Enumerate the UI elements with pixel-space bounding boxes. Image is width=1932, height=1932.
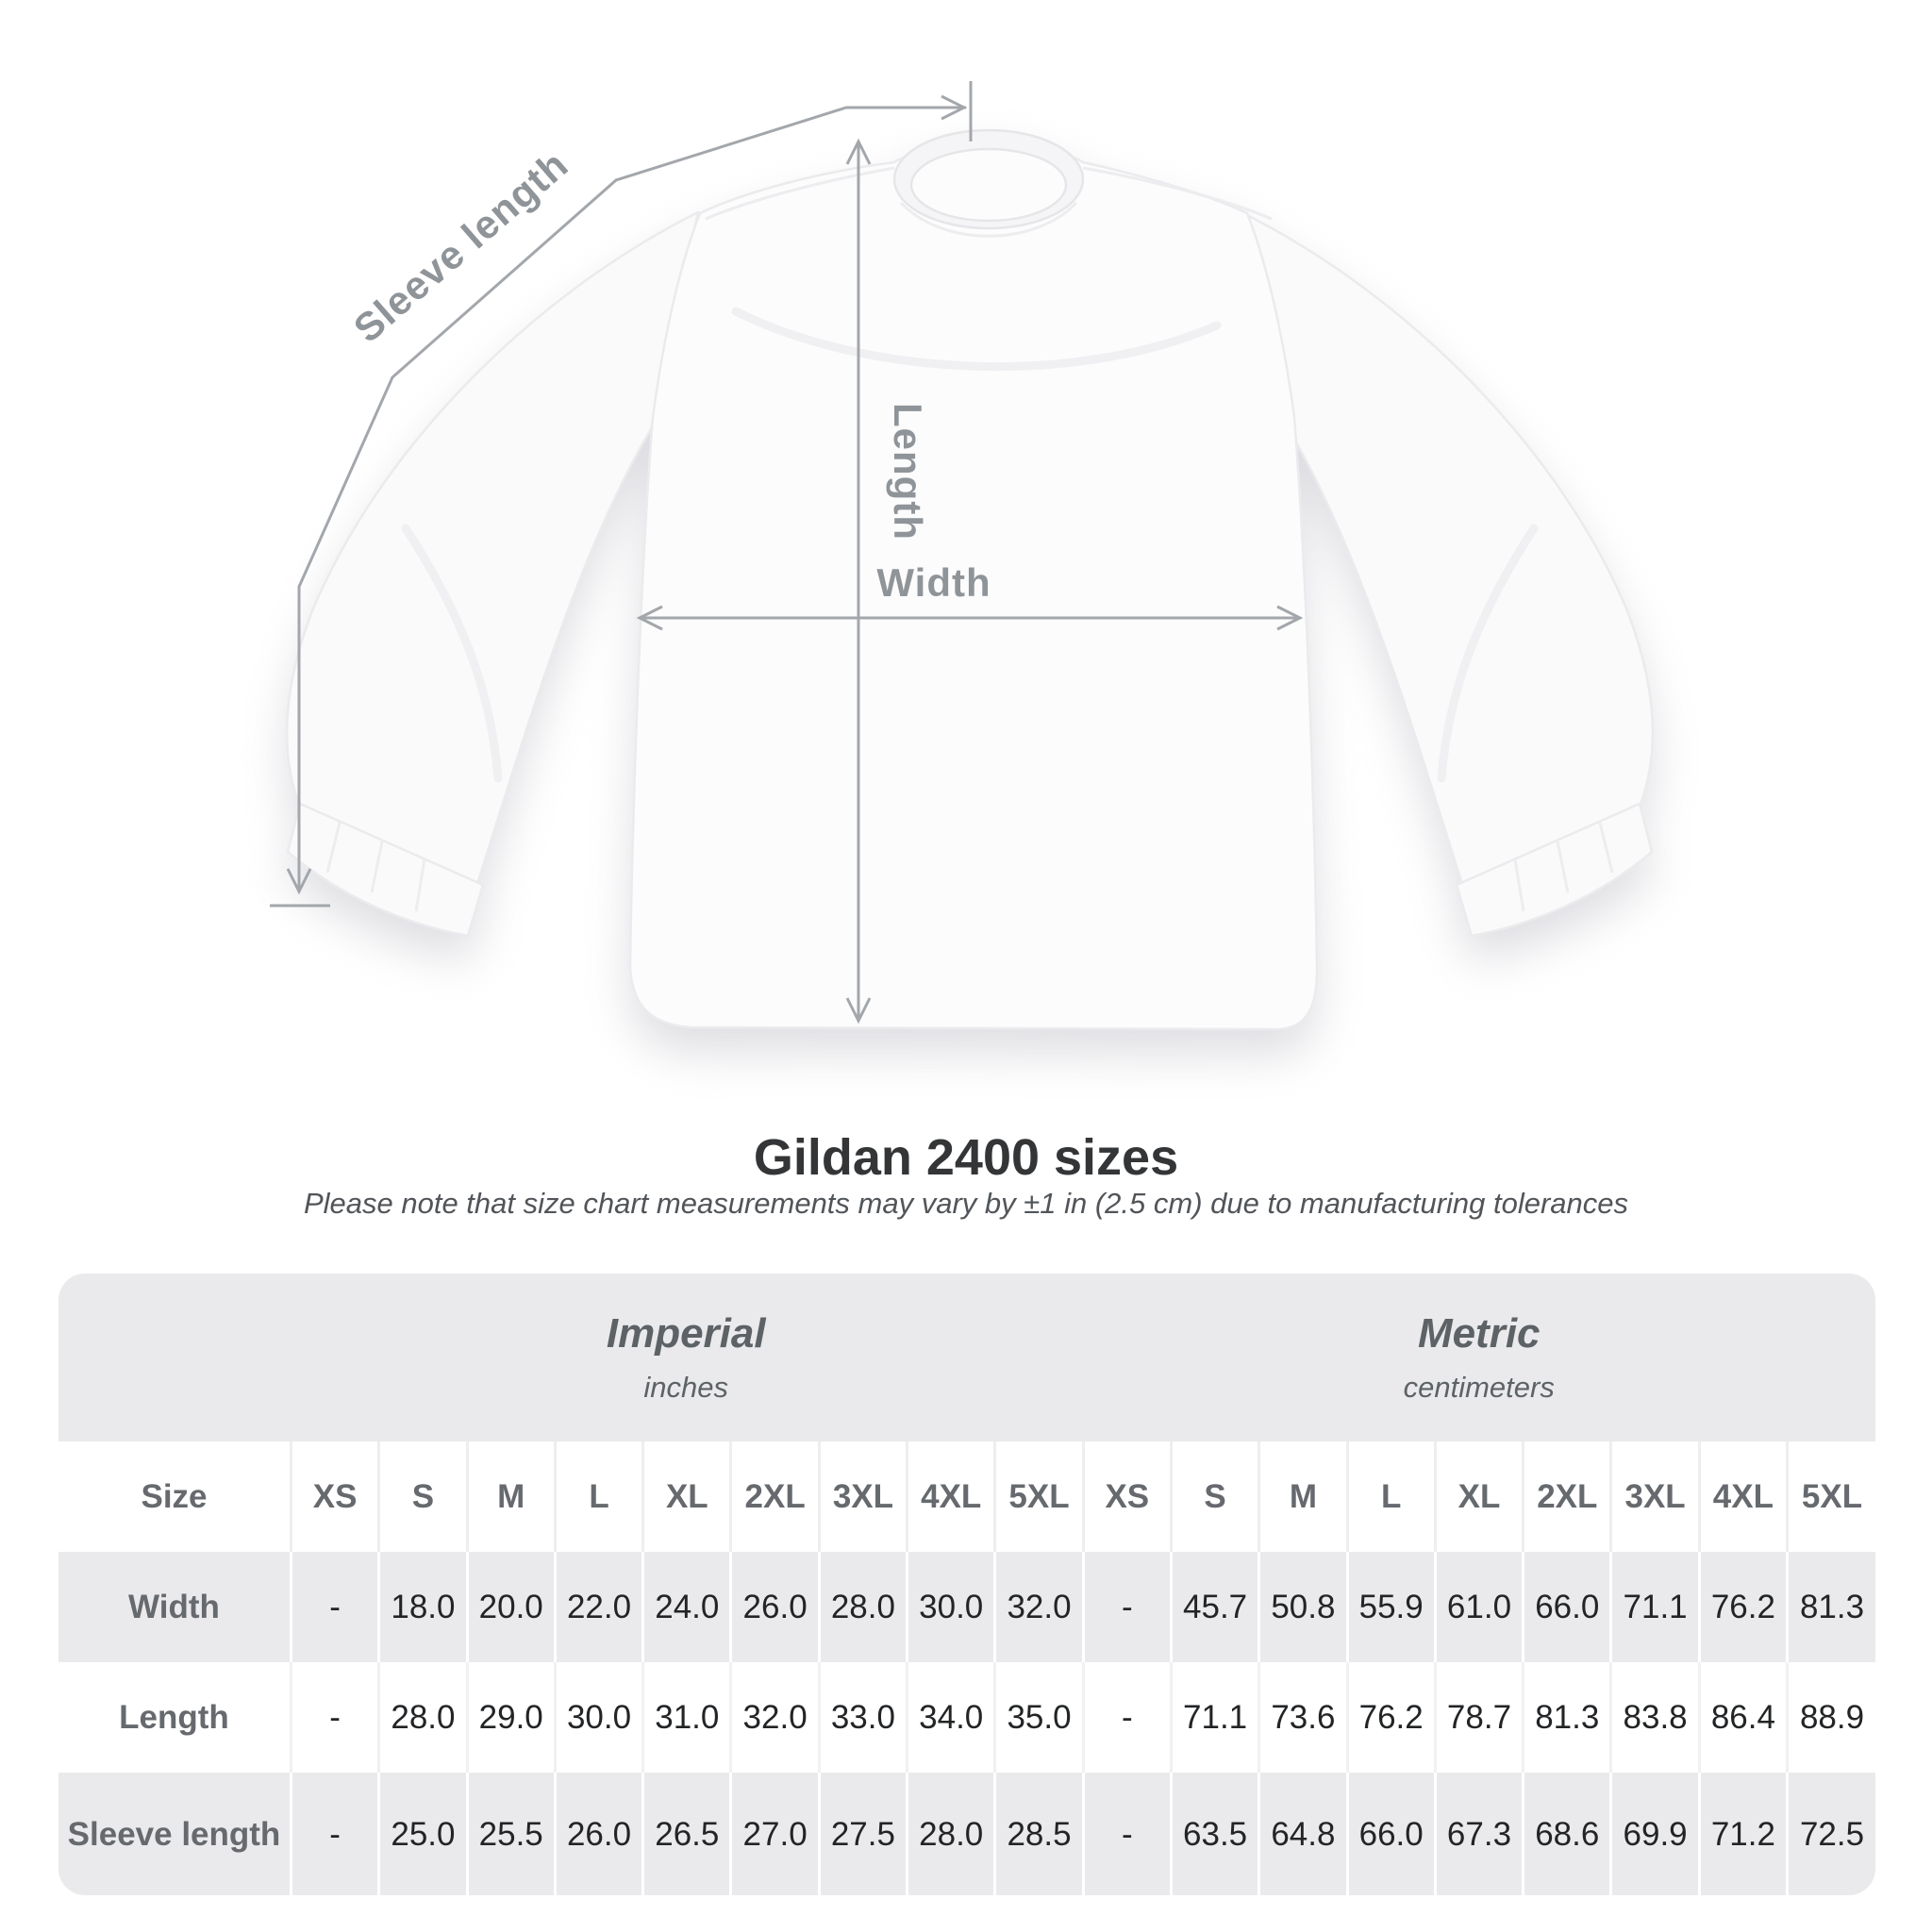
measurement-cell: 88.9: [1788, 1662, 1875, 1773]
size-col-header-imperial: 5XL: [995, 1441, 1083, 1552]
page-subtitle: Please note that size chart measurements may vary by ±1 in (2.5 cm) due to manufacturing tolerances: [303, 1187, 1629, 1220]
measurement-cell: 67.3: [1435, 1773, 1523, 1895]
measurement-cell: 28.0: [908, 1773, 995, 1895]
measurement-cell: 31.0: [643, 1662, 731, 1773]
size-col-header-metric: XS: [1083, 1441, 1171, 1552]
measurement-cell: 30.0: [555, 1662, 642, 1773]
metric-label: Metric: [1417, 1310, 1541, 1357]
measurement-cell: 26.5: [643, 1773, 731, 1895]
units-band: [58, 1274, 1875, 1441]
measurement-cell: 27.0: [731, 1773, 819, 1895]
measurement-cell: -: [1083, 1662, 1171, 1773]
measurement-cell: 34.0: [908, 1662, 995, 1773]
page-title: Gildan 2400 sizes: [753, 1129, 1179, 1186]
measurement-cell: 28.5: [995, 1773, 1083, 1895]
measurement-cell: 76.2: [1699, 1552, 1787, 1662]
measurement-cell: 35.0: [995, 1662, 1083, 1773]
row-label: Length: [119, 1698, 229, 1736]
size-col-header-imperial: XL: [643, 1441, 731, 1552]
size-col-header-metric: 2XL: [1524, 1441, 1611, 1552]
size-col-header-imperial: XS: [291, 1441, 378, 1552]
measurement-cell: 28.0: [819, 1552, 907, 1662]
measurement-cell: 86.4: [1699, 1662, 1787, 1773]
measurement-cell: 64.8: [1259, 1773, 1347, 1895]
size-table-card: [58, 1274, 1875, 1895]
row-label: Width: [128, 1588, 220, 1625]
measurement-cell: 83.8: [1611, 1662, 1699, 1773]
size-col-header-imperial: 2XL: [731, 1441, 819, 1552]
size-col-header-imperial: M: [467, 1441, 555, 1552]
measurement-cell: 32.0: [731, 1662, 819, 1773]
width-label: Width: [876, 560, 991, 605]
sleeve-length-label: Sleeve length: [344, 142, 576, 351]
table-row: [58, 1552, 1875, 1662]
measurement-cell: 50.8: [1259, 1552, 1347, 1662]
size-col-header-metric: 5XL: [1788, 1441, 1875, 1552]
metric-units-header: [1082, 1310, 1875, 1405]
measurement-cell: 30.0: [908, 1552, 995, 1662]
measurement-cell: 22.0: [555, 1552, 642, 1662]
measurement-cell: 63.5: [1171, 1773, 1258, 1895]
measurement-cell: 69.9: [1611, 1773, 1699, 1895]
measurement-cell: 71.2: [1699, 1773, 1787, 1895]
measurement-cell: 27.5: [819, 1773, 907, 1895]
measurement-cell: 68.6: [1524, 1773, 1611, 1895]
measurement-cell: 26.0: [731, 1552, 819, 1662]
measurement-cell: 25.5: [467, 1773, 555, 1895]
measurement-cell: 66.0: [1524, 1552, 1611, 1662]
size-col-header-metric: 3XL: [1611, 1441, 1699, 1552]
measurement-cell: 61.0: [1435, 1552, 1523, 1662]
measurement-cell: 45.7: [1171, 1552, 1258, 1662]
size-col-header-imperial: 3XL: [819, 1441, 907, 1552]
measurement-cell: -: [291, 1662, 378, 1773]
measurement-cell: 25.0: [379, 1773, 467, 1895]
size-col-header-metric: M: [1259, 1441, 1347, 1552]
measurement-cell: 72.5: [1788, 1773, 1875, 1895]
imperial-units-header: [290, 1310, 1083, 1405]
metric-sub-label: centimeters: [1403, 1371, 1555, 1404]
imperial-label: Imperial: [606, 1310, 766, 1357]
measurement-cell: -: [1083, 1552, 1171, 1662]
measurement-cell: 28.0: [379, 1662, 467, 1773]
measurement-cell: 20.0: [467, 1552, 555, 1662]
size-col-header-metric: L: [1347, 1441, 1435, 1552]
size-header-row: [58, 1441, 1875, 1552]
size-corner-cell: Size: [141, 1477, 208, 1515]
measurement-cell: 73.6: [1259, 1662, 1347, 1773]
measurement-cell: 29.0: [467, 1662, 555, 1773]
size-col-header-imperial: S: [379, 1441, 467, 1552]
measurement-cell: 71.1: [1611, 1552, 1699, 1662]
size-col-header-imperial: L: [555, 1441, 642, 1552]
imperial-sub-label: inches: [643, 1371, 729, 1404]
table-row: [58, 1662, 1875, 1773]
measurement-cell: 81.3: [1788, 1552, 1875, 1662]
measurement-cell: 33.0: [819, 1662, 907, 1773]
measurement-cell: 18.0: [379, 1552, 467, 1662]
measurement-cell: 55.9: [1347, 1552, 1435, 1662]
size-col-header-metric: XL: [1435, 1441, 1523, 1552]
measurement-cell: 26.0: [555, 1773, 642, 1895]
measurement-cell: 78.7: [1435, 1662, 1523, 1773]
measurement-cell: 76.2: [1347, 1662, 1435, 1773]
measurement-cell: 66.0: [1347, 1773, 1435, 1895]
measurement-cell: 24.0: [643, 1552, 731, 1662]
length-label: Length: [886, 403, 930, 541]
measurements-table: [58, 1441, 1875, 1895]
row-label: Sleeve length: [67, 1815, 281, 1853]
measurement-cell: 81.3: [1524, 1662, 1611, 1773]
size-col-header-imperial: 4XL: [908, 1441, 995, 1552]
table-row: [58, 1773, 1875, 1895]
measurement-cell: 71.1: [1171, 1662, 1258, 1773]
measurement-cell: -: [291, 1552, 378, 1662]
measurement-cell: -: [291, 1773, 378, 1895]
measurement-cell: -: [1083, 1773, 1171, 1895]
measurement-cell: 32.0: [995, 1552, 1083, 1662]
size-col-header-metric: 4XL: [1699, 1441, 1787, 1552]
size-col-header-metric: S: [1171, 1441, 1258, 1552]
